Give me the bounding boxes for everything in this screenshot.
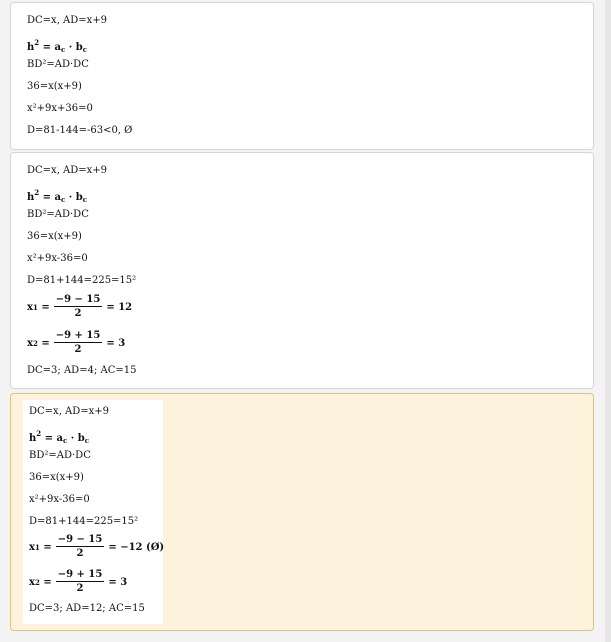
formula-sub: c xyxy=(82,45,87,54)
solution-line: BD²=AD·DC xyxy=(27,209,89,220)
formula-h: h xyxy=(27,42,35,53)
solution-line: 36=x(x+9) xyxy=(29,472,84,483)
solution-line: 36=x(x+9) xyxy=(27,231,82,242)
formula-sub: c xyxy=(84,436,89,445)
root-sub: 1 xyxy=(34,542,40,552)
root-sub: 2 xyxy=(34,577,40,587)
formula-b: · b xyxy=(67,433,85,444)
answer-card-3-highlighted xyxy=(10,393,594,631)
root-x2: x 2 = $\frac{-9 + 15}{2}$ = 3 xyxy=(27,330,126,355)
solution-line: x²+9x+36=0 xyxy=(27,103,93,114)
formula-h: h xyxy=(29,433,37,444)
root-var: x xyxy=(29,576,35,588)
solution-line: BD²=AD·DC xyxy=(27,59,89,70)
solution-line: x²+9x-36=0 xyxy=(29,494,90,505)
fraction xyxy=(54,330,103,356)
formula-sub: c xyxy=(82,195,87,204)
fraction xyxy=(56,534,105,560)
root-var: x xyxy=(29,541,35,553)
formula-a: = a xyxy=(39,42,61,53)
formula-b: · b xyxy=(65,192,83,203)
formula-sub: c xyxy=(60,45,66,54)
root-x1: x 1 = $\frac{-9 - 15}{2}$ = −12 (Ø) xyxy=(29,534,165,559)
fraction-numerator: −9 − 15 xyxy=(57,534,103,545)
solution-line: DC=x, AD=x+9 xyxy=(27,165,108,176)
scrollbar-track[interactable] xyxy=(605,0,611,642)
solution-line: DC=3; AD=12; AC=15 xyxy=(29,603,145,614)
formula-a: = a xyxy=(41,433,63,444)
root-sub: 1 xyxy=(32,302,38,312)
solution-line: DC=3; AD=4; AC=15 xyxy=(27,365,137,376)
fraction-denominator: 2 xyxy=(76,583,84,594)
root-value: = 3 xyxy=(106,337,126,349)
answer-card-1 xyxy=(10,2,594,150)
fraction-numerator: −9 + 15 xyxy=(57,569,103,580)
fraction-denominator: 2 xyxy=(74,344,82,355)
root-x2: x 2 = $\frac{-9 + 15}{2}$ = 3 xyxy=(29,569,128,594)
formula-line xyxy=(27,187,87,206)
solution-line: x²+9x-36=0 xyxy=(27,253,88,264)
solution-line: DC=x, AD=x+9 xyxy=(27,15,108,26)
root-x1: x 1 = $\frac{-9 - 15}{2}$ = 12 xyxy=(27,294,133,319)
root-value: = 12 xyxy=(106,301,133,313)
solution-line: D=81+144=225=15² xyxy=(27,275,137,286)
formula-sub: c xyxy=(62,436,68,445)
formula-b: · b xyxy=(65,42,83,53)
fraction-numerator: −9 − 15 xyxy=(55,294,101,305)
fraction-denominator: 2 xyxy=(74,308,82,319)
fraction xyxy=(54,294,103,320)
root-value: = 3 xyxy=(108,576,128,588)
formula-sup: 2 xyxy=(34,38,40,47)
fraction xyxy=(56,569,105,595)
formula-a: = a xyxy=(39,192,61,203)
fraction-denominator: 2 xyxy=(76,548,84,559)
answer-card-2 xyxy=(10,152,594,389)
solution-line: D=81+144=225=15² xyxy=(29,516,139,527)
formula-line xyxy=(27,37,87,56)
formula-line xyxy=(29,428,89,447)
root-var: x xyxy=(27,337,33,349)
solution-line: DC=x, AD=x+9 xyxy=(29,406,110,417)
solution-line: BD²=AD·DC xyxy=(29,450,91,461)
formula-sup: 2 xyxy=(34,188,40,197)
formula-h: h xyxy=(27,192,35,203)
solution-block xyxy=(23,400,163,624)
root-value: = −12 (Ø) xyxy=(108,541,165,553)
solution-line: D=81-144=-63<0, Ø xyxy=(27,125,133,136)
fraction-numerator: −9 + 15 xyxy=(55,330,101,341)
root-var: x xyxy=(27,301,33,313)
formula-sub: c xyxy=(60,195,66,204)
root-sub: 2 xyxy=(32,338,38,348)
formula-sup: 2 xyxy=(36,429,42,438)
solution-line: 36=x(x+9) xyxy=(27,81,82,92)
